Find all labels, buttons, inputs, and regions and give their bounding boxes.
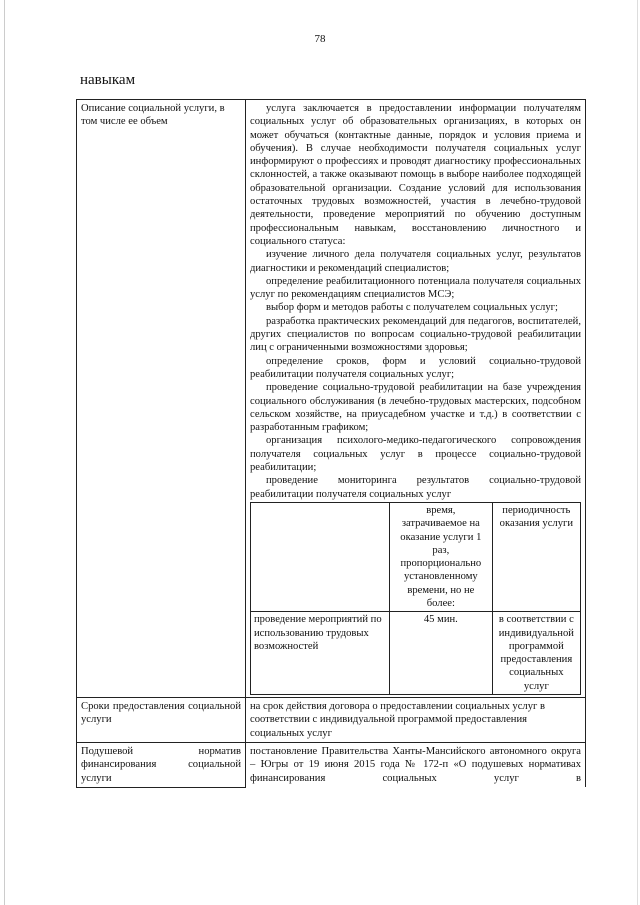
inner-header-row bbox=[251, 502, 581, 611]
terms-value: на срок действия договора о предоставлении социальных услуг в соответствии с индивидуальной программой предоставления социальных услуг bbox=[246, 698, 586, 743]
inner-header-time: время, затрачиваемое на оказание услуги 1 раз, пропорционально установленному времени, но не более: bbox=[390, 502, 493, 611]
norm-value: постановление Правительства Ханты-Мансийского автономного округа – Югры от 19 июня 2015 года № 172-п «О подушевых нормативах финансирования социальных услуг в bbox=[246, 742, 586, 787]
inner-time-value: 45 мин. bbox=[390, 612, 493, 695]
inner-header-frequency: периодичность оказания услуги bbox=[492, 502, 580, 611]
table-row-description bbox=[77, 100, 586, 698]
inner-header-empty bbox=[251, 502, 390, 611]
list-item: разработка практических рекомендаций для педагогов, воспитателей, других специалистов по вопросам социально-трудовой реабилитации лиц с ограниченными возможностями здоровья; bbox=[250, 315, 581, 354]
scan-edge-right bbox=[637, 0, 638, 905]
list-item: проведение социально-трудовой реабилитации на базе учреждения социального обслуживания (в лечебно-трудовых мастерских, подсобном сельском хозяйстве, на приусадебном участке и т.д.) в соответствии с разработанным графиком; bbox=[250, 382, 581, 434]
list-item: изучение личного дела получателя социальных услуг, результатов диагностики и рекомендаций специалистов; bbox=[250, 249, 581, 274]
list-item: организация психолого-медико-педагогического сопровождения получателя социальных услуг в процессе социально-трудовой реабилитации; bbox=[250, 435, 581, 474]
inner-data-row bbox=[251, 612, 581, 695]
description-intro: услуга заключается в предоставлении информации получателям социальных услуг об образовательных организациях, в которых он может обучаться (контактные данные, порядок и условия приема и обучения). В случае необходимости получателя социальных услуг информируют о профессиях и проводят диагностику профессиональных склонностей, а также оказывают помощь в выборе наиболее подходящей образовательной организации. Создание условий для использования остаточных трудовых возможностей, участия в лечебно-трудовой деятельности, проведение мероприятий по обучению доступным профессиональным навыкам, восстановлению личностного и социального статуса: bbox=[250, 103, 581, 247]
table-row-terms bbox=[77, 698, 586, 743]
service-table bbox=[76, 99, 586, 788]
list-item: проведение мониторинга результатов социально-трудовой реабилитации получателя социальных услуг bbox=[250, 475, 581, 500]
inner-frequency-value: в соответствии с индивидуальной программой предоставления социальных услуг bbox=[492, 612, 580, 695]
list-item: определение реабилитационного потенциала получателя социальных услуг по рекомендациям специалистов МСЭ; bbox=[250, 275, 581, 301]
page-number: 78 bbox=[314, 33, 326, 45]
inner-activity: проведение мероприятий по использованию трудовых возможностей bbox=[251, 612, 390, 695]
page-heading: навыкам bbox=[80, 72, 136, 88]
list-item: выбор форм и методов работы с получателем социальных услуг; bbox=[266, 302, 558, 314]
table-row-norm bbox=[77, 742, 586, 787]
norm-label: Подушевой норматив финансирования социальной услуги bbox=[77, 742, 246, 787]
description-cell bbox=[246, 100, 586, 698]
description-label: Описание социальной услуги, в том числе ее объем bbox=[77, 100, 246, 698]
scan-edge-left bbox=[4, 0, 5, 905]
terms-label: Сроки предоставления социальной услуги bbox=[77, 698, 246, 743]
time-frequency-table bbox=[250, 502, 581, 695]
list-item: определение сроков, форм и условий социально-трудовой реабилитации получателя социальных услуг; bbox=[250, 355, 581, 380]
